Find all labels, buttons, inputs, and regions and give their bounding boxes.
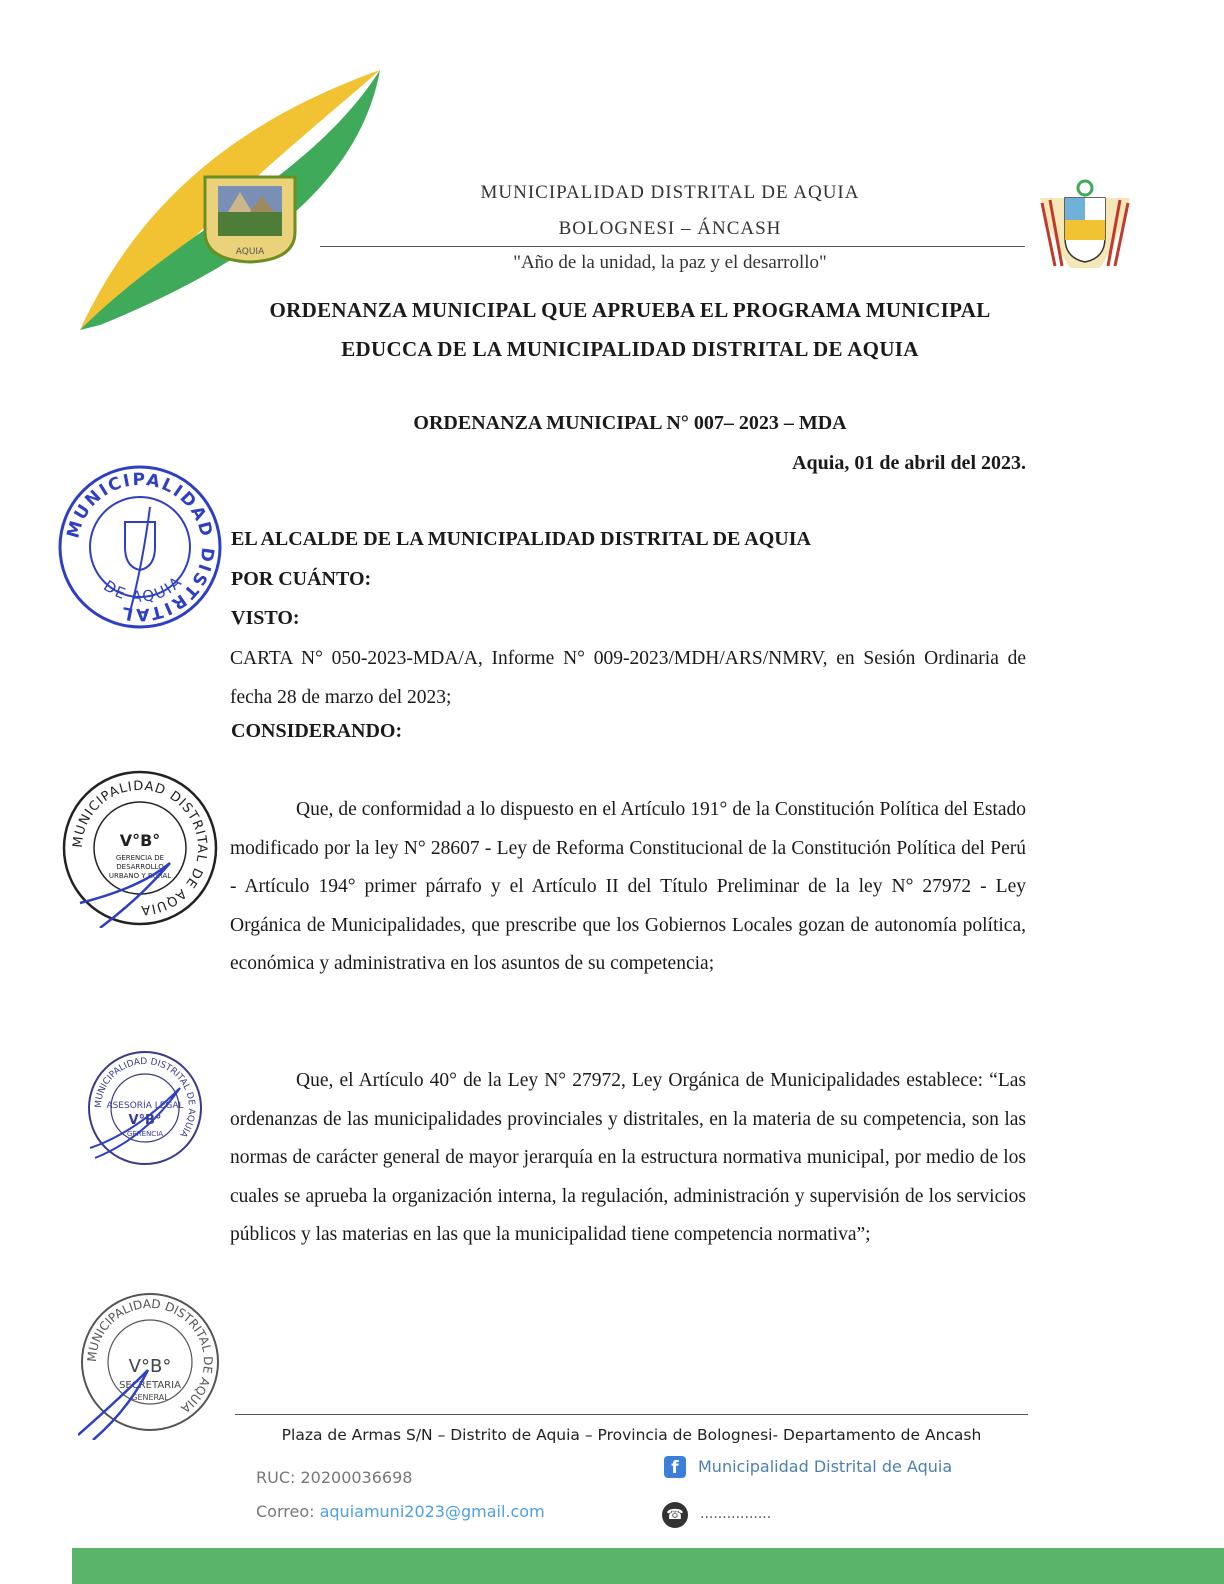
vb-stamp-secretaria-general (78, 1290, 223, 1440)
alcalde-heading: EL ALCALDE DE LA MUNICIPALIDAD DISTRITAL DE AQUIA (231, 528, 811, 550)
vb-stamp-asesoria-legal (85, 1048, 205, 1168)
stamp2-ring-text: MUNICIPALIDAD DISTRITAL DE AQUIA (70, 778, 210, 918)
visto-text: CARTA N° 050-2023-MDA/A, Informe N° 009-2023/MDH/ARS/NMRV, en Sesión Ordinaria de fecha 28 de marzo del 2023; (230, 648, 1026, 708)
considerando-paragraph-1: Que, de conformidad a lo dispuesto en el Artículo 191° de la Constitución Política del Estado modificado por la ley N° 28607 - Ley de Reforma Constitucional de la Constitución Política del Perú - Artículo 194° primer párrafo y el Artículo II del Título Preliminar de la ley N° 27972 - Ley Orgánica de Municipalidades, que prescribe que los Gobiernos Locales gozan de autonomía política, económica y administrativa en los asuntos de su competencia; (230, 799, 1026, 974)
vb-stamp-desarrollo-urbano (60, 768, 220, 928)
considerando-heading: CONSIDERANDO: (231, 720, 403, 742)
municipal-seal-stamp (55, 462, 225, 632)
ordinance-number: ORDENANZA MUNICIPAL N° 007– 2023 – MDA (413, 412, 847, 434)
ordinance-date: Aquia, 01 de abril del 2023. (792, 452, 1026, 474)
document-title-line1: ORDENANZA MUNICIPAL QUE APRUEBA EL PROGRAMA MUNICIPAL (269, 298, 991, 322)
stamp3-ring-text: MUNICIPALIDAD DISTRITAL DE AQUIA (93, 1056, 197, 1139)
institution-name: MUNICIPALIDAD DISTRITAL DE AQUIA (480, 182, 860, 203)
stamp4-ring-text: MUNICIPALIDAD DISTRITAL DE AQUIA (84, 1296, 216, 1416)
stamp4-line1: SECRETARIA (119, 1380, 181, 1391)
footer-ruc: RUC: 20200036698 (256, 1468, 413, 1487)
stamp3-vb: V°B° (128, 1113, 162, 1128)
municipal-crest-icon (200, 172, 300, 264)
stamp2-line3: URBANO Y RURAL (108, 872, 172, 880)
peru-coat-of-arms-icon (1030, 178, 1140, 278)
stamp2-vb: V°B° (119, 831, 161, 850)
footer-green-band (72, 1548, 1224, 1584)
institution-location: BOLOGNESI – ÁNCASH (558, 218, 782, 239)
footer-email-row (256, 1502, 545, 1521)
phone-icon: ☎ (662, 1502, 688, 1528)
stamp4-line2: GENERAL (131, 1393, 169, 1402)
facebook-page-link[interactable]: Municipalidad Distrital de Aquia (698, 1457, 953, 1476)
stamp2-line1: GERENCIA DE (115, 854, 165, 862)
stamp4-vb: V°B° (128, 1356, 172, 1377)
email-link[interactable]: aquiamuni2023@gmail.com (319, 1502, 545, 1521)
stamp3-line1: ASESORÍA LEGAL (106, 1101, 184, 1111)
por-cuanto-heading: POR CUÁNTO: (231, 568, 372, 590)
stamp1-ring-text: MUNICIPALIDAD DISTRITAL (63, 469, 218, 625)
footer-address: Plaza de Armas S/N – Distrito de Aquia – Provincia de Bolognesi- Departamento de Ancash (281, 1426, 982, 1444)
stamp2-line2: DESARROLLO (116, 863, 164, 871)
considerando-paragraph-2: Que, el Artículo 40° de la Ley N° 27972, Ley Orgánica de Municipalidades establece: “Las ordenanzas de las municipalidades provinciales y distritales, en la materia de su competencia, son las normas de carácter general de mayor jerarquía en la estructura normativa municipal, por medio de los cuales se aprueba la organización interna, la regulación, administración y supervisión de los servicios públicos y las materias en las que la municipalidad tiene competencia normativa”; (230, 1070, 1026, 1245)
year-motto: "Año de la unidad, la paz y el desarrollo" (513, 252, 827, 273)
facebook-icon: f (664, 1456, 686, 1478)
visto-heading: VISTO: (231, 607, 300, 629)
stamp1-bottom-text: DE AQUIA (100, 572, 187, 606)
stamp3-line2: GERENCIA (126, 1130, 164, 1138)
crest-label: AQUIA (235, 247, 265, 257)
email-label: Correo: (256, 1502, 320, 1521)
footer-divider (235, 1414, 1028, 1415)
document-title-line2: EDUCCA DE LA MUNICIPALIDAD DISTRITAL DE AQUIA (341, 337, 919, 361)
footer-phone: ................ (700, 1506, 772, 1522)
header-divider (320, 246, 1025, 247)
